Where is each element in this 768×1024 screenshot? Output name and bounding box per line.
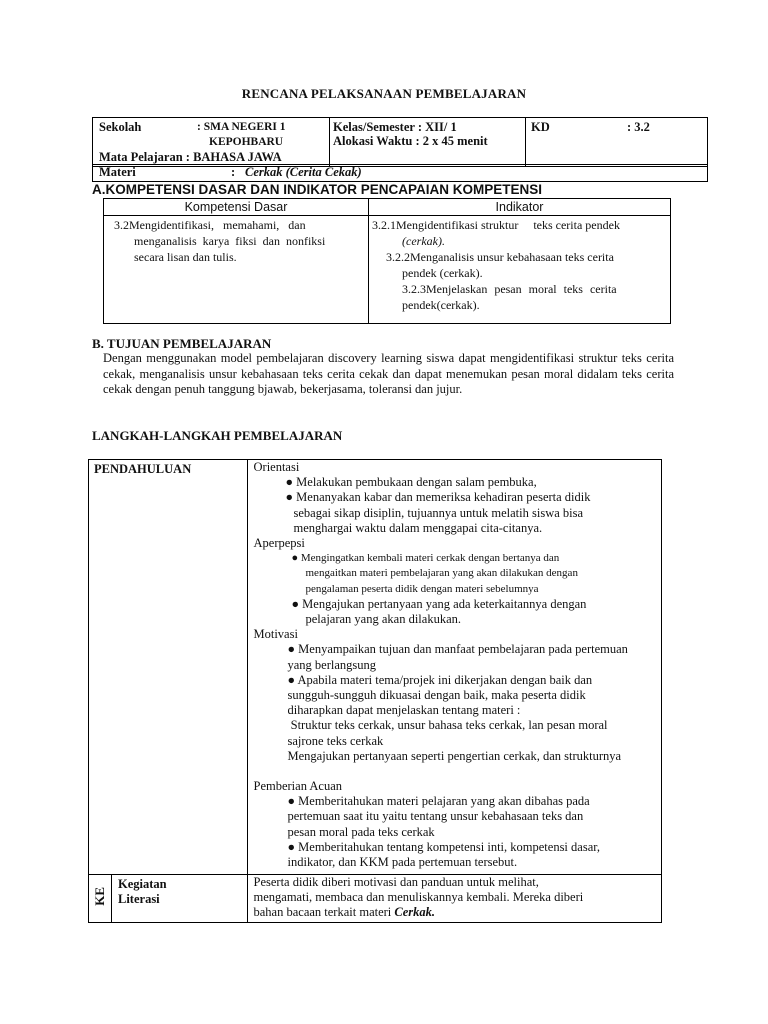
literasi-content	[247, 875, 662, 923]
acuan-item-1: ● Memberitahukan materi pelajaran yang akan dibahas pada	[287, 794, 590, 809]
ke-label: KE	[92, 887, 107, 906]
apersepsi-item-1: ● Mengingatkan kembali materi cerkak dengan bertanya dan	[291, 552, 560, 565]
alokasi-waktu: Alokasi Waktu : 2 x 45 menit	[333, 134, 488, 148]
indicator-3a: 3.2.3Menjelaskan pesan moral teks cerita	[402, 282, 617, 296]
section-b-heading: B. TUJUAN PEMBELAJARAN	[92, 336, 272, 351]
steps-table	[88, 459, 662, 923]
apersepsi-heading: Aperpepsi	[253, 536, 305, 551]
materi-label: Materi	[99, 165, 136, 179]
page-title: RENCANA PELAKSANAAN PEMBELAJARAN	[241, 86, 527, 101]
section-a-heading: A.KOMPETENSI DASAR DAN INDIKATOR PENCAPAIAN KOMPETENSI	[92, 182, 543, 197]
class-cell	[329, 118, 526, 166]
literasi-line-3-text: bahan bacaan terkait materi	[253, 905, 395, 919]
orientasi-item-2: ● Menanyakan kabar dan memeriksa kehadiran peserta didik	[285, 490, 591, 505]
kd-cell	[525, 118, 707, 166]
literasi-label: Literasi	[118, 892, 160, 906]
indicator-3b: pendek(cerkak).	[402, 298, 480, 312]
acuan-item-2: ● Memberitahukan tentang kompetensi inti, kompetensi dasar,	[287, 839, 601, 854]
literasi-line-2: mengamati, membaca dan menuliskannya kembali. Mereka diberi	[253, 890, 584, 904]
indicator-1b: (cerkak).	[402, 234, 445, 248]
kd-line-2: menganalisis karya fiksi dan nonfiksi	[134, 234, 326, 248]
literasi-line-3	[254, 905, 658, 920]
motivasi-item-2b: sungguh-sungguh dikuasai dengan baik, maka peserta didik	[287, 688, 586, 703]
indicator-2b: pendek (cerkak).	[402, 266, 483, 280]
sekolah-label: Sekolah	[99, 120, 142, 134]
apersepsi-item-2: ● Mengajukan pertanyaan yang ada keterkaitannya dengan	[291, 596, 587, 611]
acuan-item-2b: indikator, dan KKM pada pertemuan tersebut.	[287, 855, 518, 870]
motivasi-item-2: ● Apabila materi tema/projek ini dikerjakan dengan baik dan	[287, 672, 593, 687]
col-indikator: Indikator	[369, 199, 671, 216]
school-cell	[93, 118, 330, 166]
materi-row	[92, 164, 708, 182]
col-kompetensi-dasar: Kompetensi Dasar	[104, 199, 369, 216]
pendahuluan-cell	[89, 460, 248, 875]
kelas-semester: Kelas/Semester : XII/ 1	[333, 120, 457, 134]
motivasi-item-1b: yang berlangsung	[287, 657, 377, 672]
sekolah-value-1: : SMA NEGERI 1	[197, 121, 286, 133]
apersepsi-item-2b: pelajaran yang akan dilakukan.	[305, 612, 461, 627]
motivasi-item-2d: Struktur teks cerkak, unsur bahasa teks cerkak, lan pesan moral	[287, 718, 608, 733]
indicator-list	[369, 216, 671, 324]
mapel-label: Mata Pelajaran : BAHASA JAWA	[99, 150, 282, 164]
kd-description	[104, 216, 369, 324]
ke-cell	[89, 875, 112, 923]
competency-table	[103, 198, 671, 324]
acuan-item-1c: pesan moral pada teks cerkak	[287, 824, 435, 839]
steps-heading: LANGKAH-LANGKAH PEMBELAJARAN	[92, 428, 343, 443]
apersepsi-item-1c: pengalaman peserta didik dengan materi sebelumnya	[305, 582, 539, 595]
sekolah-value-2: KEPOHBARU	[209, 136, 284, 148]
apersepsi-item-1b: mengaitkan materi pembelajaran yang akan dilakukan dengan	[305, 567, 578, 580]
orientasi-item-2b: sebagai sikap disiplin, tujuannya untuk melatih siswa bisa	[293, 505, 584, 520]
orientasi-heading: Orientasi	[253, 460, 300, 474]
motivasi-heading: Motivasi	[253, 627, 298, 642]
kd-line-3: secara lisan dan tulis.	[134, 250, 237, 264]
kd-line-1: 3.2Mengidentifikasi, memahami, dan	[114, 218, 306, 232]
motivasi-item-1: ● Menyampaikan tujuan dan manfaat pembelajaran pada pertemuan	[287, 642, 628, 657]
motivasi-item-2e: sajrone teks cerkak	[287, 733, 384, 748]
kegiatan-cell	[112, 875, 248, 923]
literasi-line-1: Peserta didik diberi motivasi dan panduan untuk melihat,	[253, 875, 539, 889]
identity-table	[92, 117, 708, 167]
acuan-item-1b: pertemuan saat itu yaitu tentang unsur kebahasaan teks dan	[287, 809, 584, 824]
orientasi-item-1: ● Melakukan pembukaan dengan salam pembuka,	[285, 475, 537, 490]
pendahuluan-label: PENDAHULUAN	[94, 462, 192, 476]
kegiatan-label: Kegiatan	[118, 877, 167, 891]
kd-value: : 3.2	[627, 120, 650, 134]
materi-value: Cerkak (Cerita Cekak)	[245, 165, 362, 179]
literasi-cerkak: Cerkak.	[394, 905, 436, 919]
materi-colon: :	[231, 165, 236, 179]
motivasi-item-3: Mengajukan pertanyaan seperti pengertian cerkak, dan strukturnya	[287, 748, 622, 763]
tujuan-paragraph: Dengan menggunakan model pembelajaran discovery learning siswa dapat mengidentifikasi struktur teks cerita cekak, menganalisis unsur kebahasaan teks cerita cekak dan dapat menemukan pesan moral didalam teks cerita cekak dengan penuh tanggung bjawab, bekerjasama, toleransi dan jujur.	[103, 351, 674, 396]
spacer	[254, 764, 658, 779]
indicator-2a: 3.2.2Menganalisis unsur kebahasaan teks cerita	[386, 250, 614, 264]
orientasi-item-2c: menghargai waktu dalam menggapai cita-citanya.	[293, 520, 543, 535]
acuan-heading: Pemberian Acuan	[253, 779, 343, 794]
motivasi-item-2c: diharapkan dapat menjelaskan tentang materi :	[287, 703, 521, 718]
pendahuluan-content	[247, 460, 662, 875]
kd-label: KD	[531, 120, 550, 134]
indicator-1a: 3.2.1Mengidentifikasi struktur teks cerita pendek	[372, 218, 620, 232]
